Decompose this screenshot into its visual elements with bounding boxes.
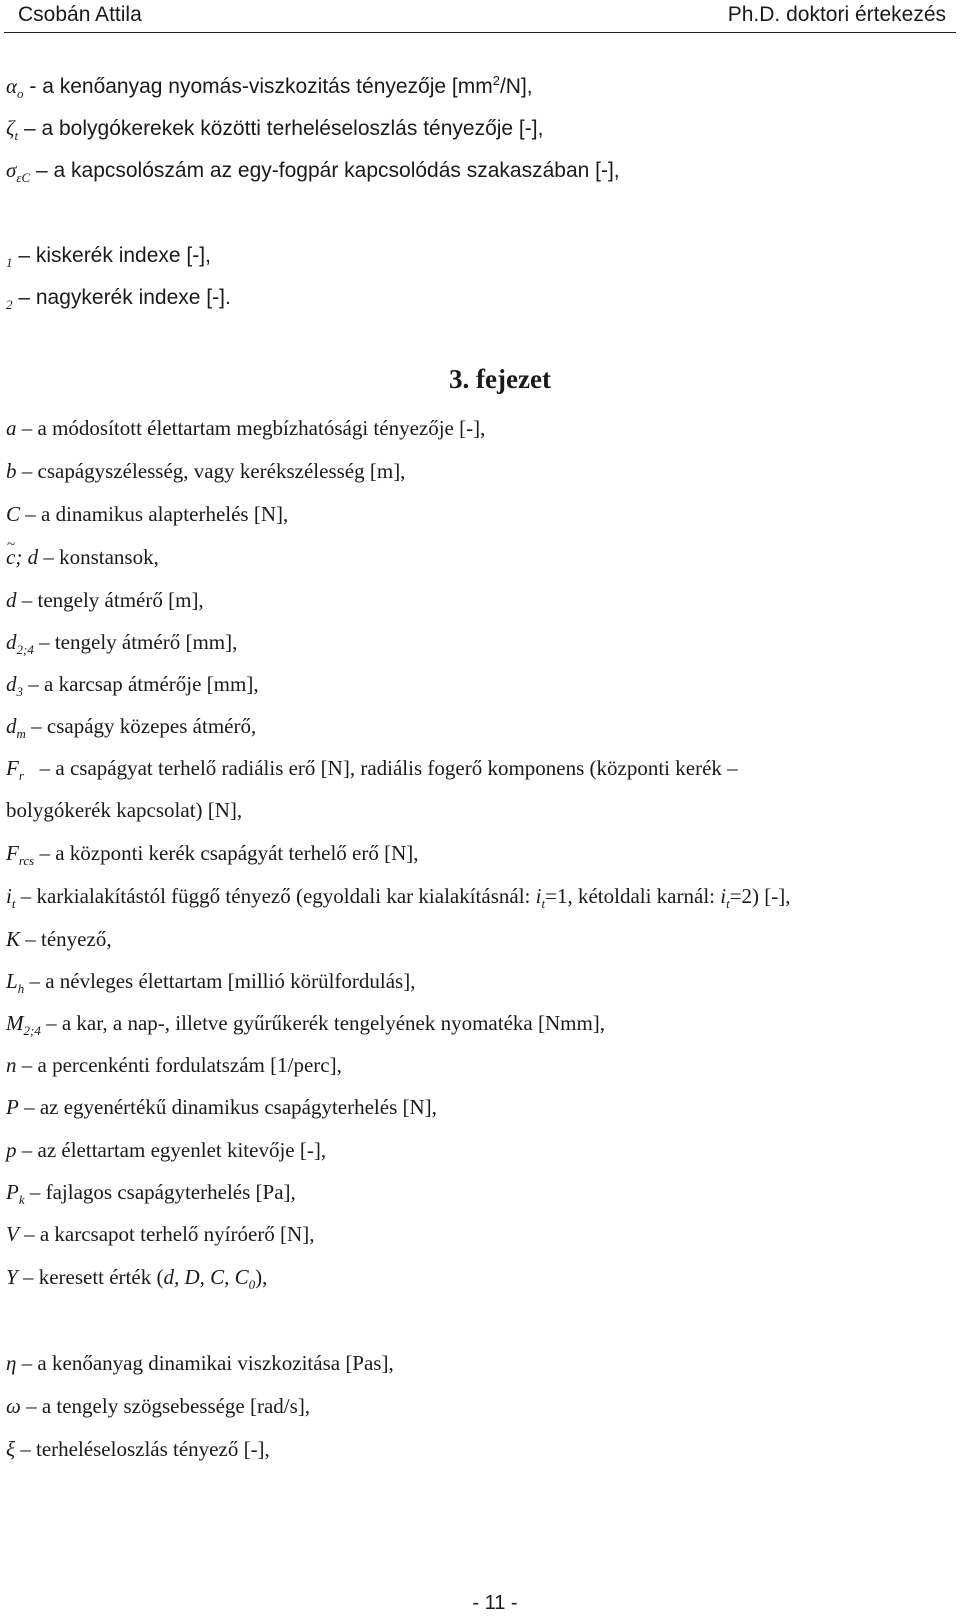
list-item: ξ – terheléseloszlás tényező [-], [6, 1437, 270, 1461]
header-author: Csobán Attila [18, 3, 142, 26]
list-item: p – az élettartam egyenlet kitevője [-], [6, 1138, 327, 1162]
list-item: $M_{2;4}$ – a kar, a nap-, illetve gyűrűkerék tengelyének nyomatéka [Nmm], [6, 1011, 606, 1038]
list-item: ~ c; d – konstansok, [6, 545, 159, 569]
list-item: $L_h$ – a névleges élettartam [millió körülfordulás], [6, 969, 416, 996]
list-item: $\sigma_{\varepsilon C}$ – a kapcsolószám az egy-fogpár kapcsolódás szakaszában [-], [6, 158, 620, 185]
list-item: V – a karcsapot terhelő nyíróerő [N], [6, 1222, 315, 1246]
list-item: n – a percenkénti fordulatszám [1/perc], [6, 1053, 342, 1077]
list-item: Y – keresett érték (d, D, C, $C_0$), [6, 1265, 268, 1292]
list-item: $_2$ – nagykerék indexe [-]. [6, 286, 231, 312]
page-number: - 11 - [472, 1592, 518, 1614]
list-item: b – csapágyszélesség, vagy kerékszélesség [m], [6, 459, 406, 483]
list-item: $P_k$ – fajlagos csapágyterhelés [Pa], [6, 1180, 296, 1207]
list-item: $_1$ – kiskerék indexe [-], [6, 244, 211, 270]
list-item: η – a kenőanyag dinamikai viszkozitása [Pas], [6, 1351, 394, 1375]
list-item: C – a dinamikus alapterhelés [N], [6, 502, 289, 526]
list-item: $i_t$ – karkialakítástól függő tényező (egyoldali kar kialakításnál: $i_t=1$, kétoldali karnál: $i_t=2$) [-], [6, 884, 791, 911]
header-rule [4, 32, 956, 33]
chapter-title: 3. fejezet [449, 364, 551, 394]
list-item: P – az egyenértékű dinamikus csapágyterhelés [N], [6, 1095, 437, 1119]
page-header [0, 0, 960, 31]
list-item: $F_r$ – a csapágyat terhelő radiális erő [N], radiális fogerő komponens (központi kerék – [6, 756, 738, 783]
list-item: K – tényező, [6, 927, 112, 951]
list-item: ω – a tengely szögsebessége [rad/s], [6, 1394, 311, 1418]
list-item: bolygókerék kapcsolat) [N], [6, 798, 243, 822]
header-doc-type: Ph.D. doktori értekezés [727, 3, 946, 26]
list-item: $d_{2;4}$ – tengely átmérő [mm], [6, 630, 238, 657]
list-item: $\alpha_o$ - a kenőanyag nyomás-viszkozitás tényezője $[mm^2/N]$, [6, 73, 533, 101]
list-item: d – tengely átmérő [m], [6, 588, 204, 612]
list-item: a – a módosított élettartam megbízhatósági tényezője [-], [6, 416, 486, 440]
list-item: $F_{rcs}$ – a központi kerék csapágyát terhelő erő [N], [6, 841, 419, 868]
list-item: $d_m$ – csapágy közepes átmérő, [6, 714, 257, 741]
list-item: $\zeta_t$ – a bolygókerekek közötti terheléseloszlás tényezője [-], [6, 116, 544, 143]
list-item: $d_3$ – a karcsap átmérője [mm], [6, 672, 259, 699]
